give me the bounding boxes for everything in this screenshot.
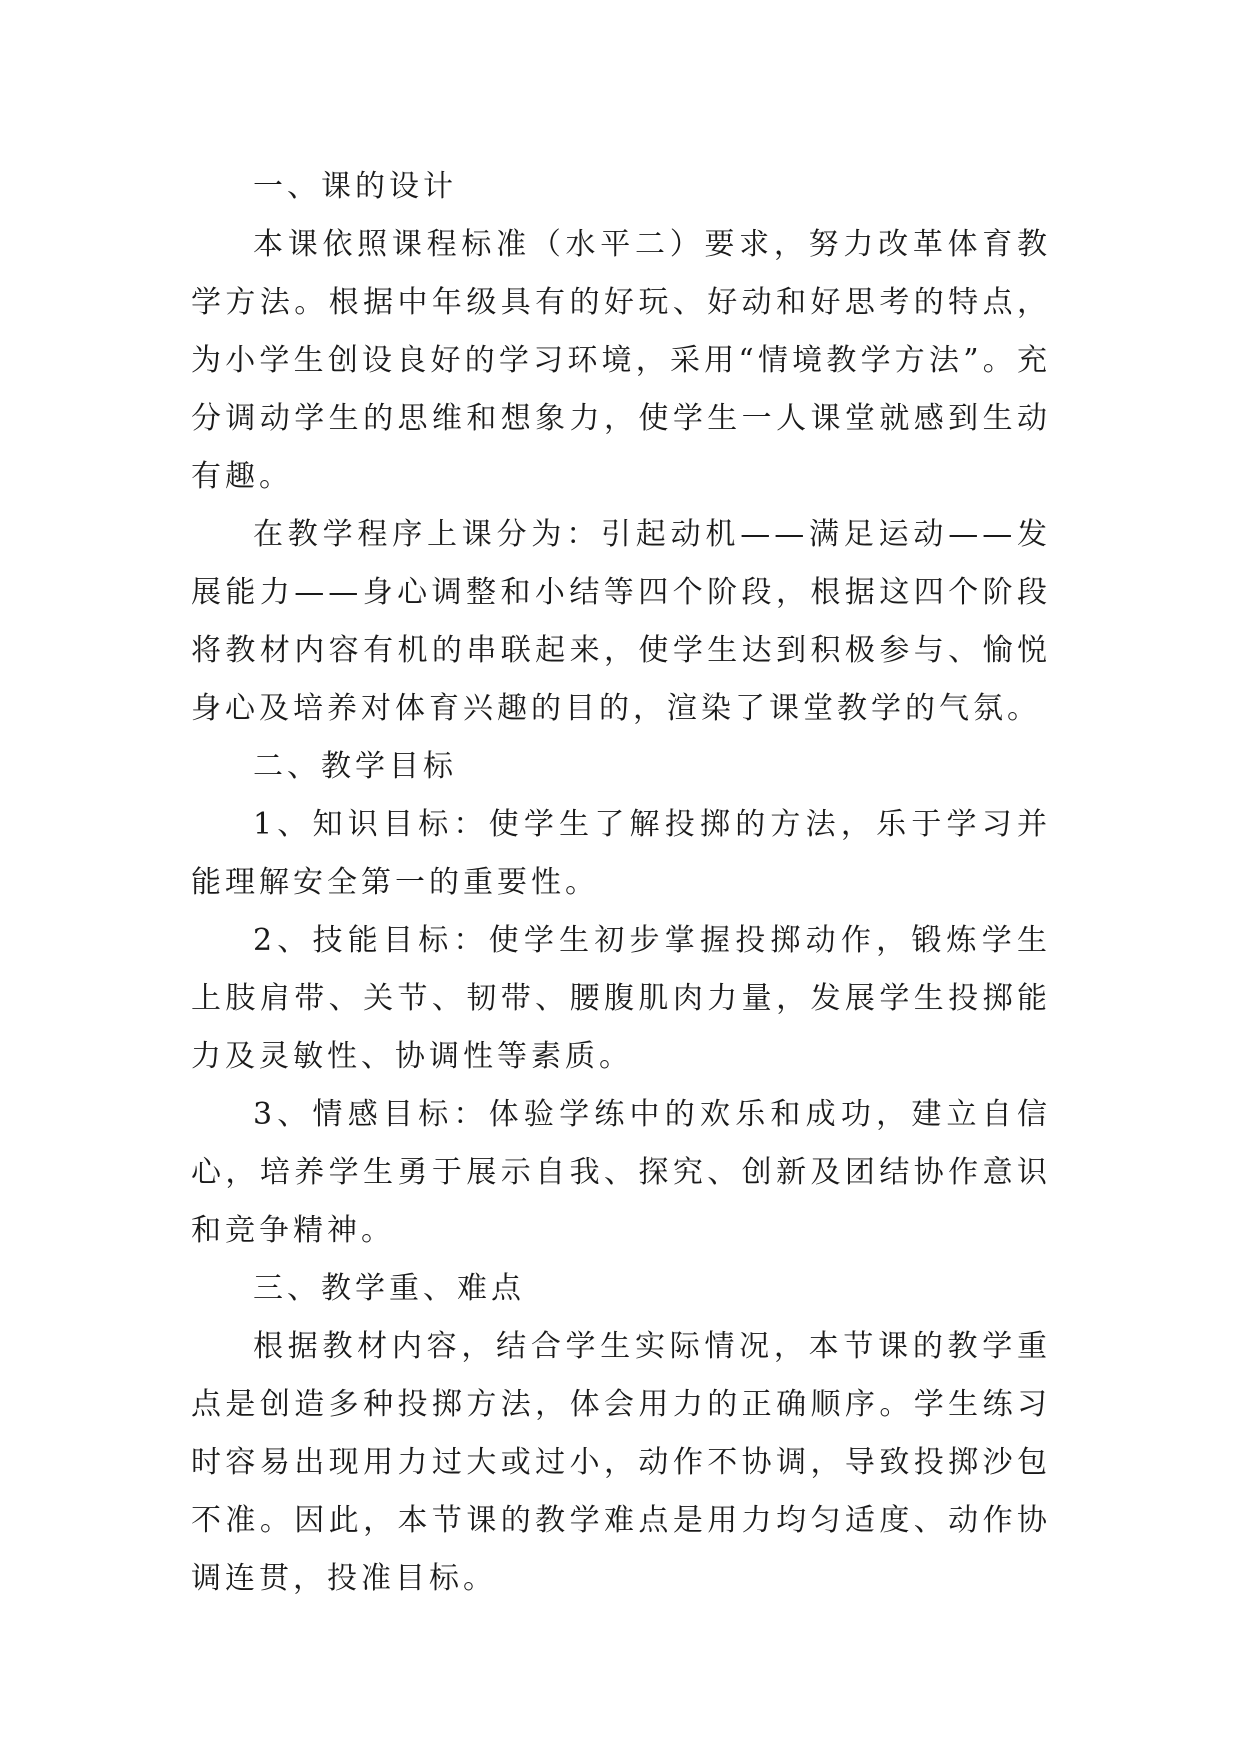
paragraph-teaching-procedure: 在教学程序上课分为：引起动机——满足运动——发展能力——身心调整和小结等四个阶段，根据这四个阶段将教材内容有机的串联起来，使学生达到积极参与、愉悦身心及培养对体育兴趣的目的，渲染了课堂教学的气氛。 bbox=[191, 517, 1051, 726]
paragraph-course-standard: 本课依照课程标准（水平二）要求，努力改革体育教学方法。根据中年级具有的好玩、好动和好思考的特点，为小学生创设良好的学习环境，采用“情境教学方法”。充分调动学生的思维和想象力，使学生一人课堂就感到生动有趣。 bbox=[191, 227, 1051, 494]
goal-skill: 2、技能目标：使学生初步掌握投掷动作，锻炼学生上肢肩带、关节、韧带、腰腹肌肉力量，发展学生投掷能力及灵敏性、协调性等素质。 bbox=[191, 923, 1051, 1074]
goal-knowledge: 1、知识目标：使学生了解投掷的方法，乐于学习并能理解安全第一的重要性。 bbox=[191, 807, 1051, 900]
goal-emotion: 3、情感目标：体验学练中的欢乐和成功，建立自信心，培养学生勇于展示自我、探究、创新及团结协作意识和竞争精神。 bbox=[191, 1097, 1051, 1248]
paragraph-key-difficult-points: 根据教材内容，结合学生实际情况，本节课的教学重点是创造多种投掷方法，体会用力的正确顺序。学生练习时容易出现用力过大或过小，动作不协调，导致投掷沙包不准。因此，本节课的教学难点是用力均匀适度、动作协调连贯，投准目标。 bbox=[191, 1329, 1051, 1596]
section-heading-course-design: 一、课的设计 bbox=[253, 169, 457, 204]
section-heading-key-points: 三、教学重、难点 bbox=[253, 1271, 525, 1306]
section-heading-teaching-goals: 二、教学目标 bbox=[253, 749, 457, 784]
document-body bbox=[191, 158, 1051, 1608]
